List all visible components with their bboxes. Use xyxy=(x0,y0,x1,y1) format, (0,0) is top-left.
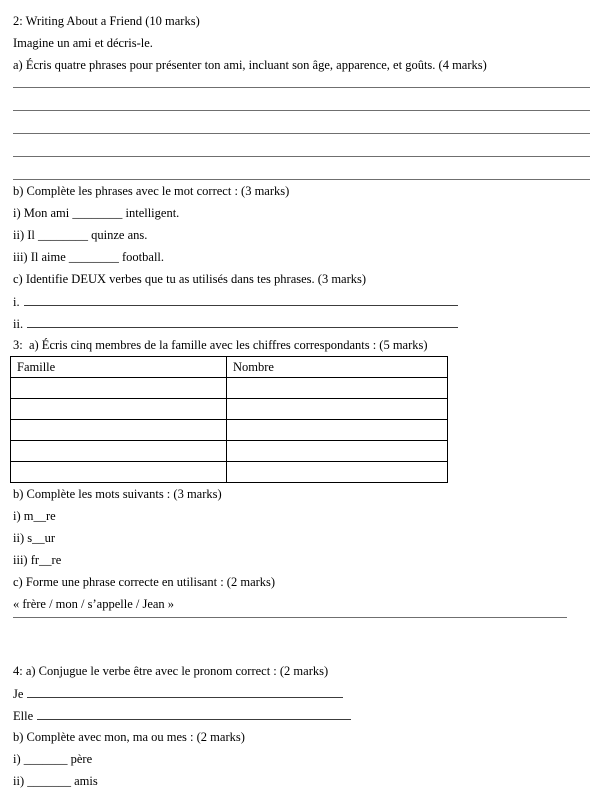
section4b-item-2: ii) _______ amis xyxy=(13,774,98,788)
section2a-answer-lines xyxy=(13,76,590,180)
table-header-nombre: Nombre xyxy=(227,357,448,378)
section3c-answer-line xyxy=(13,615,567,618)
section3b-item-3: iii) fr__re xyxy=(13,553,62,567)
table-cell-empty xyxy=(227,420,448,441)
answer-line xyxy=(37,704,351,720)
answer-label: Je xyxy=(13,687,24,701)
section3a-prompt: 3: a) Écris cinq membres de la famille avec les chiffres correspondants : (5 marks) xyxy=(13,338,428,352)
section2c-answer-2 xyxy=(13,312,599,334)
table-cell-empty xyxy=(11,399,227,420)
section2-heading: 2: Writing About a Friend (10 marks) xyxy=(13,14,200,28)
section2b-item-2: ii) Il ________ quinze ans. xyxy=(13,228,148,242)
section3b-item-2: ii) s__ur xyxy=(13,531,56,545)
answer-line xyxy=(13,134,590,157)
section3c-words: « frère / mon / s’appelle / Jean » xyxy=(13,597,175,611)
section2-intro: Imagine un ami et décris-le. xyxy=(13,36,153,50)
section2a-prompt: a) Écris quatre phrases pour présenter ton ami, incluant son âge, apparence, et goûts. (4 marks) xyxy=(13,58,487,72)
answer-label: Elle xyxy=(13,709,34,723)
answer-label: i. xyxy=(13,295,20,309)
answer-line xyxy=(27,312,458,328)
table-row xyxy=(11,420,448,441)
table-row xyxy=(11,399,448,420)
answer-label: ii. xyxy=(13,317,24,331)
table-cell-empty xyxy=(11,441,227,462)
section3b-item-1: i) m__re xyxy=(13,509,56,523)
section4a-answer-je xyxy=(13,682,599,704)
answer-line xyxy=(13,157,590,180)
famille-table xyxy=(10,356,448,483)
section3c-prompt: c) Forme une phrase correcte en utilisant : (2 marks) xyxy=(13,575,276,589)
section3b-prompt: b) Complète les mots suivants : (3 marks) xyxy=(13,487,222,501)
table-header-row xyxy=(11,357,448,378)
table-row xyxy=(11,441,448,462)
section4b-prompt: b) Complète avec mon, ma ou mes : (2 marks) xyxy=(13,730,245,744)
answer-line xyxy=(13,88,590,111)
answer-line xyxy=(13,76,590,88)
spacer xyxy=(13,638,599,660)
table-cell-empty xyxy=(11,420,227,441)
section2b-item-1: i) Mon ami ________ intelligent. xyxy=(13,206,180,220)
table-cell-empty xyxy=(227,399,448,420)
table-cell-empty xyxy=(227,462,448,483)
table-row xyxy=(11,378,448,399)
section2c-answer-1 xyxy=(13,290,599,312)
section2b-item-3: iii) Il aime ________ football. xyxy=(13,250,165,264)
section2b-prompt: b) Complète les phrases avec le mot correct : (3 marks) xyxy=(13,184,290,198)
answer-line xyxy=(27,682,343,698)
table-cell-empty xyxy=(11,378,227,399)
table-row xyxy=(11,462,448,483)
table-cell-empty xyxy=(227,441,448,462)
table-cell-empty xyxy=(227,378,448,399)
section4a-answer-elle xyxy=(13,704,599,726)
section4a-prompt: 4: a) Conjugue le verbe être avec le pronom correct : (2 marks) xyxy=(13,664,329,678)
section4b-item-1: i) _______ père xyxy=(13,752,93,766)
answer-line xyxy=(13,111,590,134)
famille-table-body xyxy=(11,357,448,483)
answer-line xyxy=(24,290,458,306)
table-header-famille: Famille xyxy=(11,357,227,378)
section2c-prompt: c) Identifie DEUX verbes que tu as utilisés dans tes phrases. (3 marks) xyxy=(13,272,367,286)
table-cell-empty xyxy=(11,462,227,483)
